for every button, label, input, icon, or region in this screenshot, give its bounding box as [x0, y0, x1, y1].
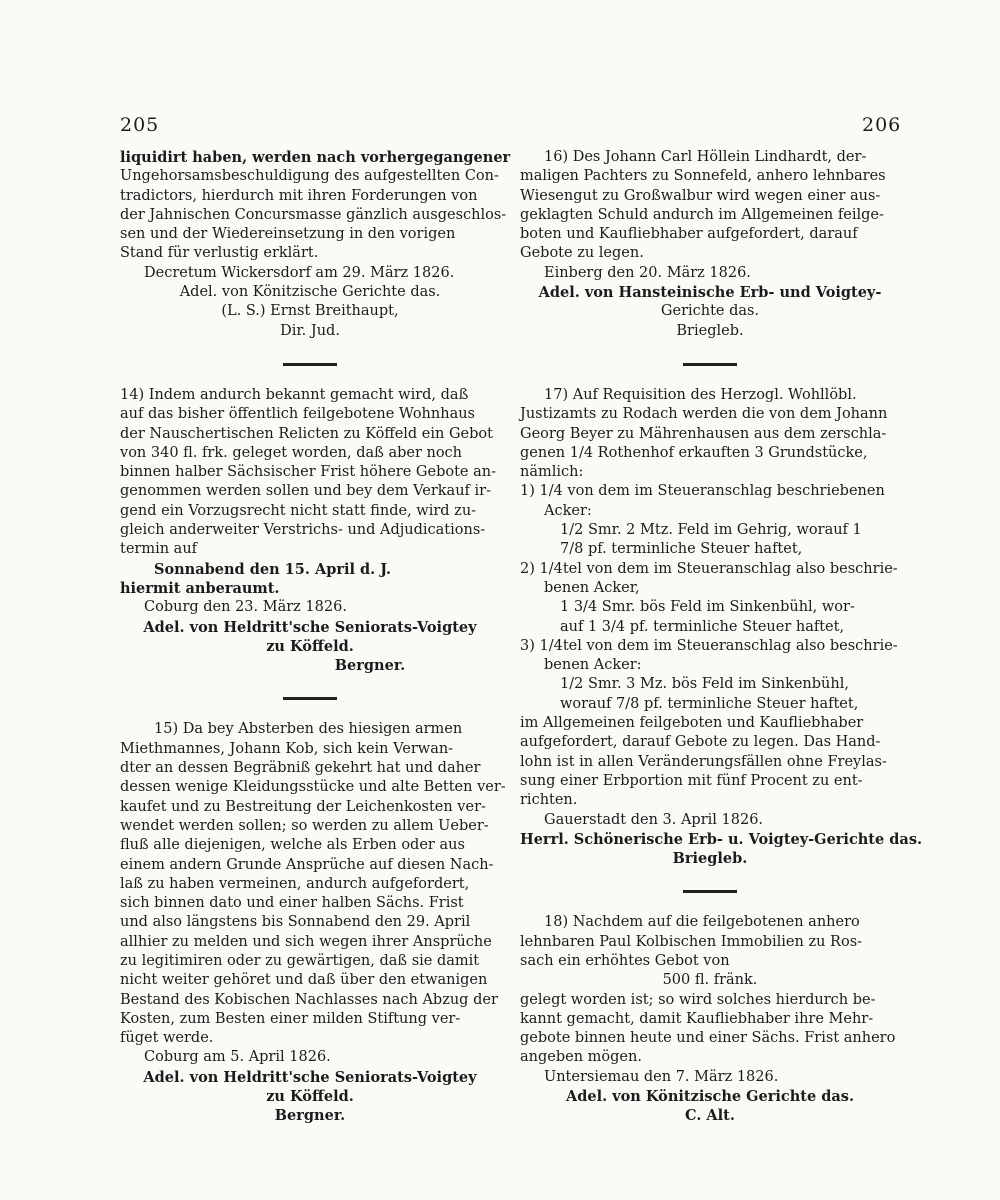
text-line: Georg Beyer zu Mährenhausen aus dem zerschla-: [520, 425, 887, 442]
list-item: 1) 1/4 von dem im Steueranschlag beschriebenen: [520, 483, 885, 500]
text-line: gend ein Vorzugsrecht nicht statt finde, wird zu-: [120, 502, 477, 519]
signature-title: Dir. Jud.: [280, 322, 340, 339]
place-date: Coburg den 23. März 1826.: [144, 599, 347, 616]
court-name: Adel. von Könitzische Gerichte das.: [565, 1088, 854, 1106]
text-line: Gebote zu legen.: [520, 245, 644, 262]
text-line: gelegt worden ist; so wird solches hierdurch be-: [520, 991, 876, 1008]
list-item: 1/2 Smr. 3 Mz. bös Feld im Sinkenbühl,: [560, 676, 849, 693]
text-line: maligen Pachters zu Sonnefeld, anhero lehnbares: [520, 168, 886, 185]
list-item: 3) 1/4tel von dem im Steueranschlag also beschrie-: [520, 637, 898, 654]
text-line: dessen wenige Kleidungsstücke und alte Betten ver-: [120, 779, 506, 796]
notice-17: [520, 386, 923, 868]
court-name-2: zu Köffeld.: [266, 637, 354, 655]
list-item: benen Acker:: [544, 657, 642, 674]
notice-14: [120, 386, 500, 675]
text-line: und also längstens bis Sonnabend den 29. April: [120, 914, 471, 931]
text-line: Wiesengut zu Großwalbur wird wegen einer aus-: [520, 187, 881, 204]
list-item: Acker:: [544, 502, 592, 519]
court-name: Adel. von Hansteinische Erb- und Voigtey-: [538, 284, 882, 302]
right-column: [520, 148, 923, 1126]
left-column: [120, 148, 511, 1126]
text-line: laß zu haben vermeinen, andurch aufgefordert,: [120, 875, 470, 892]
text-line: genen 1/4 Rothenhof erkauften 3 Grundstücke,: [520, 444, 868, 461]
text-line: lohn ist in allen Veränderungsfällen ohne Freylas-: [520, 753, 887, 770]
text-line: 14) Indem andurch bekannt gemacht wird, daß: [120, 386, 469, 403]
text-line: nämlich:: [520, 464, 584, 481]
notice-continuation: [120, 148, 511, 341]
text-line: 17) Auf Requisition des Herzogl. Wohllöbl.: [544, 386, 857, 403]
page-number-left: 205: [120, 114, 160, 136]
signature: Briegleb.: [676, 322, 744, 339]
signature: Briegleb.: [672, 850, 748, 868]
list-item: 2) 1/4tel von dem im Steueranschlag also beschrie-: [520, 560, 898, 577]
text-line: 16) Des Johann Carl Höllein Lindhardt, der-: [544, 149, 867, 165]
text-line: wendet werden sollen; so werden zu allem Ueber-: [120, 817, 489, 834]
court-name: Adel. von Heldritt'sche Seniorats-Voigtey: [143, 618, 477, 636]
text-line: angeben mögen.: [520, 1049, 642, 1066]
notice-15: [120, 720, 506, 1125]
text-line: liquidirt haben, werden nach vorhergegangener: [120, 149, 511, 166]
list-item: 1/2 Smr. 2 Mtz. Feld im Gehrig, worauf 1: [560, 522, 862, 539]
court-name: Adel. von Heldritt'sche Seniorats-Voigtey: [143, 1068, 477, 1086]
text-line: im Allgemeinen feilgeboten und Kaufliebhaber: [520, 715, 864, 732]
text-line: kaufet und zu Bestreitung der Leichenkosten ver-: [120, 798, 486, 815]
place-date: Gauerstadt den 3. April 1826.: [544, 811, 764, 828]
auction-date: Sonnabend den 15. April d. J.: [154, 560, 392, 578]
text-line: 18) Nachdem auf die feilgebotenen anhero: [544, 914, 860, 931]
decree-date: Decretum Wickersdorf am 29. März 1826.: [144, 264, 455, 281]
text-line: aufgefordert, darauf Gebote zu legen. Das Hand-: [520, 734, 881, 751]
text-line: Kosten, zum Besten einer milden Stiftung ver-: [120, 1010, 461, 1027]
place-date: Untersiemau den 7. März 1826.: [544, 1068, 779, 1085]
text-line: 15) Da bey Absterben des hiesigen armen: [154, 721, 463, 738]
text-line: gleich anderweiter Verstrichs- und Adjudications-: [120, 522, 486, 539]
notice-18: [520, 913, 900, 1125]
text-line: Miethmannes, Johann Kob, sich kein Verwan-: [120, 740, 454, 757]
text-line: dter an dessen Begräbniß gekehrt hat und daher: [120, 760, 481, 777]
text-line: Justizamts zu Rodach werden die von dem Johann: [520, 406, 888, 423]
text-line: sach ein erhöhtes Gebot von: [520, 952, 730, 969]
section-divider: [283, 363, 337, 366]
signature: (L. S.) Ernst Breithaupt,: [221, 303, 399, 320]
text-line: zu legitimiren oder zu gewärtigen, daß sie damit: [120, 952, 480, 969]
text-line: der Nauschertischen Relicten zu Köffeld ein Gebot: [120, 425, 493, 442]
text-line: kannt gemacht, damit Kaufliebhaber ihre Mehr-: [520, 1010, 874, 1027]
list-item: 1 3/4 Smr. bös Feld im Sinkenbühl, wor-: [560, 599, 855, 616]
text-line: sen und der Wiedereinsetzung in den vorigen: [120, 226, 456, 243]
signature: C. Alt.: [685, 1107, 735, 1125]
text-line: allhier zu melden und sich wegen ihrer Ansprüche: [120, 933, 492, 950]
text-line: tradictors, hierdurch mit ihren Forderungen von: [120, 187, 478, 204]
text-line: geklagten Schuld andurch im Allgemeinen feilge-: [520, 206, 884, 223]
signature: Bergner.: [274, 1107, 346, 1125]
section-divider: [283, 697, 337, 700]
notice-16: [520, 148, 900, 341]
text-line: fluß alle diejenigen, welche als Erben oder aus: [120, 837, 465, 854]
text-line: lehnbaren Paul Kolbischen Immobilien zu Ros-: [520, 933, 863, 950]
court-name: Adel. von Könitzische Gerichte das.: [179, 284, 441, 301]
text-line: sung einer Erbportion mit fünf Procent zu ent-: [520, 772, 863, 789]
text-line: richten.: [520, 792, 578, 809]
court-name: Herrl. Schönerische Erb- u. Voigtey-Gerichte das.: [520, 830, 923, 848]
court-name-2: zu Köffeld.: [266, 1088, 354, 1106]
text-line: termin auf: [120, 541, 198, 558]
section-divider: [683, 363, 737, 366]
text-line: binnen halber Sächsischer Frist höhere Gebote an-: [120, 464, 496, 481]
text-line: sich binnen dato und einer halben Sächs. Frist: [120, 895, 464, 912]
signature: Bergner.: [334, 657, 406, 675]
text-line: boten und Kaufliebhaber aufgefordert, darauf: [520, 226, 858, 243]
list-item: auf 1 3/4 pf. terminliche Steuer haftet,: [560, 618, 845, 635]
text-line: auf das bisher öffentlich feilgebotene Wohnhaus: [120, 406, 476, 423]
text-line: Ungehorsamsbeschuldigung des aufgestellten Con-: [120, 168, 499, 185]
text-line: Bestand des Kobischen Nachlasses nach Abzug der: [120, 991, 498, 1008]
section-divider: [683, 890, 737, 893]
text-line: der Jahnischen Concursmasse gänzlich ausgeschlos-: [120, 206, 507, 223]
text-line: Stand für verlustig erklärt.: [120, 245, 319, 262]
bid-amount: 500 fl. fränk.: [662, 972, 758, 989]
text-line: genommen werden sollen und bey dem Verkauf ir-: [120, 483, 491, 500]
text-line: hiermit anberaumt.: [120, 579, 280, 597]
court-name-2: Gerichte das.: [660, 303, 760, 320]
page-number-right: 206: [862, 114, 902, 136]
text-line: gebote binnen heute und einer Sächs. Frist anhero: [520, 1030, 896, 1047]
list-item: benen Acker,: [544, 579, 640, 596]
place-date: Coburg am 5. April 1826.: [144, 1049, 331, 1066]
text-line: von 340 fl. frk. geleget worden, daß aber noch: [120, 444, 463, 461]
list-item: 7/8 pf. terminliche Steuer haftet,: [560, 541, 803, 558]
text-line: einem andern Grunde Ansprüche auf diesen Nach-: [120, 856, 494, 873]
place-date: Einberg den 20. März 1826.: [544, 264, 751, 281]
text-line: füget werde.: [120, 1030, 214, 1047]
text-line: nicht weiter gehöret und daß über den etwanigen: [120, 972, 488, 989]
list-item: worauf 7/8 pf. terminliche Steuer haftet,: [560, 695, 859, 712]
